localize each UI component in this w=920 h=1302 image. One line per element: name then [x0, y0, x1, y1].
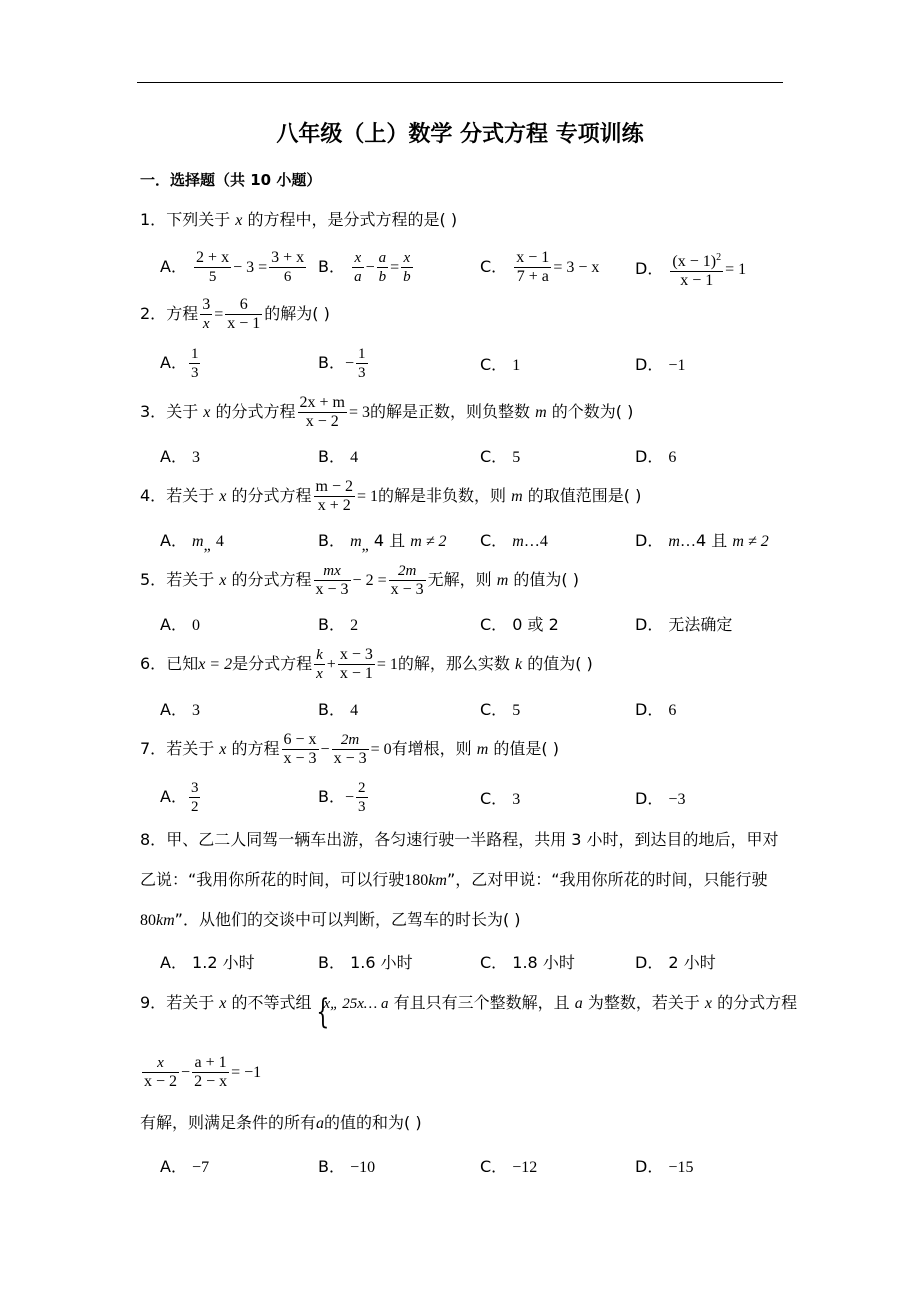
section-heading: 一．选择题（共 10 小题）: [140, 171, 322, 189]
q7-option-d[interactable]: D． −3: [635, 789, 686, 808]
page-title: 八年级（上）数学 分式方程 专项训练: [276, 122, 644, 147]
q1-option-b[interactable]: B． $\frac{x}{a}$ − $\frac{a}{b}$ = $\frac{x}{b}$: [318, 250, 411, 285]
question-5: 5．若关于 x 的分式方程 $\frac{mx}{x - 3}$ − 2 = $\frac{2m}{x - 3}$ 无解，则 m 的值为( ): [140, 563, 579, 598]
q5-option-a[interactable]: A． 0: [160, 615, 201, 634]
question-9-line-3: 有解，则满足条件的所有a的值的和为( ): [140, 1113, 422, 1132]
q8-option-c[interactable]: C． 1.8 小时: [480, 953, 575, 972]
q2-option-a[interactable]: A． $\frac{1}{3}$: [160, 346, 199, 381]
q8-option-a[interactable]: A． 1.2 小时: [160, 953, 255, 972]
question-8-line-3: 80km”．从他们的交谈中可以判断，乙驾车的时长为( ): [140, 910, 521, 929]
q6-option-b[interactable]: B． 4: [318, 700, 359, 719]
question-1: 1．下列关于 x 的方程中，是分式方程的是( ): [140, 210, 458, 229]
q4-option-c[interactable]: C． m…4: [480, 531, 548, 550]
q8-option-d[interactable]: D． 2 小时: [635, 953, 716, 972]
q1-option-d[interactable]: D． $\frac{(x - 1)^2}{x - 1}$ = 1: [635, 249, 746, 290]
question-8-line-2: 乙说：“我用你所花的时间，可以行驶180km”，乙对甲说：“我用你所花的时间，只能行驶: [140, 870, 768, 889]
q1-option-a[interactable]: A． $\frac{2 + x}{5}$ − 3 = $\frac{3 + x}{6}$: [160, 249, 305, 285]
question-9-line-2: $\frac{x}{x - 2}$ − $\frac{a + 1}{2 - x}$ = −1: [144, 1054, 262, 1090]
q7-option-c[interactable]: C． 3: [480, 789, 521, 808]
question-6: 6．已知x = 2是分式方程 $\frac{k}{x}$ + $\frac{x - 3}{x - 1}$ = 1的解，那么实数 k 的值为( ): [140, 646, 593, 682]
question-4: 4．若关于 x 的分式方程 $\frac{m - 2}{x + 2}$ = 1的解是非负数，则 m 的取值范围是( ): [140, 478, 642, 514]
q4-option-b[interactable]: B． $m_„$ 4 且 m ≠ 2: [318, 531, 447, 555]
inequality-system: { x„ 25x… a: [315, 991, 389, 1032]
q9-option-c[interactable]: C． −12: [480, 1157, 538, 1176]
q5-option-b[interactable]: B． 2: [318, 615, 359, 634]
q1-option-c[interactable]: C． $\frac{x - 1}{7 + a}$ = 3 − x: [480, 249, 600, 285]
q3-option-b[interactable]: B． 4: [318, 447, 359, 466]
question-7: 7．若关于 x 的方程 $\frac{6 - x}{x - 3}$ − $\frac{2m}{x - 3}$ = 0有增根，则 m 的值是( ): [140, 731, 559, 767]
q6-option-a[interactable]: A． 3: [160, 700, 201, 719]
q3-option-d[interactable]: D． 6: [635, 447, 677, 466]
q5-option-c[interactable]: C． 0 或 2: [480, 615, 559, 634]
q9-option-b[interactable]: B． −10: [318, 1157, 376, 1176]
q2-option-c[interactable]: C． 1: [480, 355, 521, 374]
top-rule: [137, 82, 783, 83]
q7-option-a[interactable]: A． $\frac{3}{2}$: [160, 780, 199, 815]
question-9-line-1: 9．若关于 x 的不等式组 { x„ 25x… a 有且只有三个整数解，且 a 为整数，若关于 x 的分式方程: [140, 991, 798, 1032]
q2-option-d[interactable]: D． −1: [635, 355, 686, 374]
q5-option-d[interactable]: D． 无法确定: [635, 615, 733, 634]
q3-option-a[interactable]: A． 3: [160, 447, 201, 466]
q6-option-d[interactable]: D． 6: [635, 700, 677, 719]
q3-option-c[interactable]: C． 5: [480, 447, 521, 466]
q9-option-d[interactable]: D． −15: [635, 1157, 694, 1176]
q4-option-d[interactable]: D． m…4 且 m ≠ 2: [635, 531, 769, 550]
q2-option-b[interactable]: B．− $\frac{1}{3}$: [318, 346, 366, 381]
question-3: 3．关于 x 的分式方程 $\frac{2x + m}{x - 2}$ = 3的解是正数，则负整数 m 的个数为( ): [140, 394, 634, 430]
question-8-line-1: 8．甲、乙二人同驾一辆车出游，各匀速行驶一半路程，共用 3 小时，到达目的地后，甲对: [140, 830, 779, 849]
q4-option-a[interactable]: A． $m_„$ 4: [160, 531, 224, 555]
q7-option-b[interactable]: B．− $\frac{2}{3}$: [318, 780, 366, 815]
q8-option-b[interactable]: B． 1.6 小时: [318, 953, 413, 972]
q9-option-a[interactable]: A． −7: [160, 1157, 210, 1176]
question-2: 2．方程 $\frac{3}{x}$ = $\frac{6}{x - 1}$ 的解为( ): [140, 296, 330, 332]
q6-option-c[interactable]: C． 5: [480, 700, 521, 719]
